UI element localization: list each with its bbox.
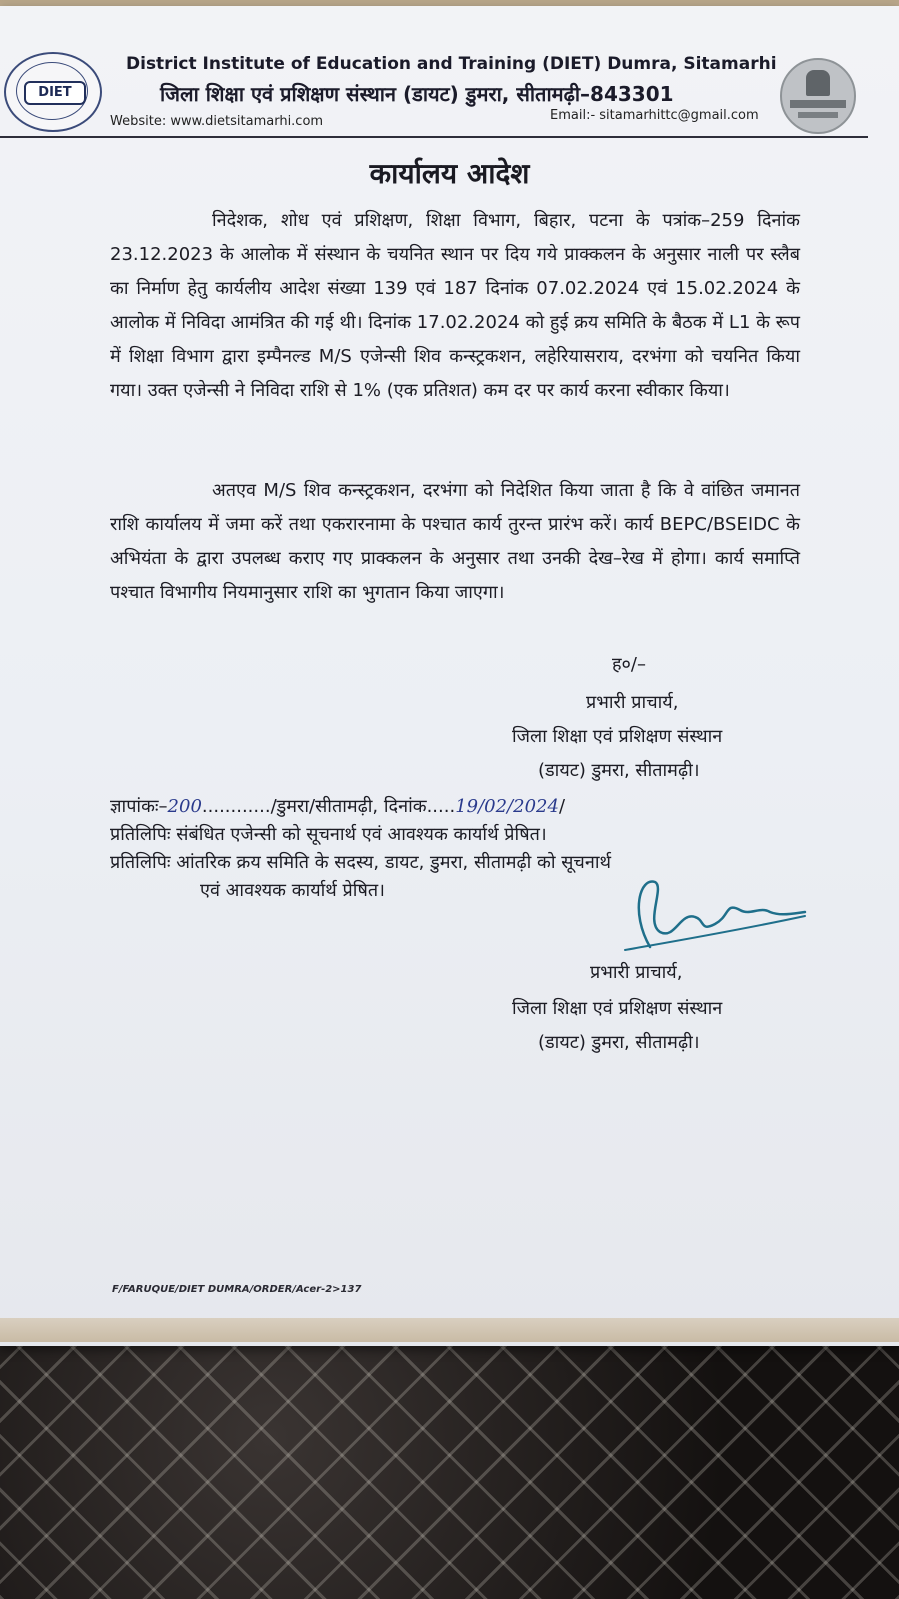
signatory-institute-2: जिला शिक्षा एवं प्रशिक्षण संस्थान [512, 998, 723, 1019]
header-title-english: District Institute of Education and Training (DIET) Dumra, Sitamarhi [126, 54, 777, 74]
header-email: Email:- sitamarhittc@gmail.com [550, 108, 759, 123]
paper-bottom-edge [0, 1318, 899, 1342]
signatory-place: (डायट) डुमरा, सीतामढ़ी। [538, 760, 700, 781]
tablecloth-background [0, 1330, 899, 1599]
document-title: कार्यालय आदेश [369, 157, 530, 190]
footer-reference: F/FARUQUE/DIET DUMRA/ORDER/Acer-2>137 [112, 1284, 362, 1295]
memo-line [110, 794, 565, 818]
memo-suffix: / [558, 796, 566, 817]
diet-logo [4, 52, 102, 132]
copy-line-2: प्रतिलिपिः आंतरिक क्रय समिति के सदस्य, डायट, डुमरा, सीतामढ़ी को सूचनार्थ [110, 852, 611, 873]
copy-line-3: एवं आवश्यक कार्यार्थ प्रेषित। [200, 880, 385, 901]
header-title-hindi: जिला शिक्षा एवं प्रशिक्षण संस्थान (डायट) डुमरा, सीतामढ़ी–843301 [160, 82, 674, 106]
signatory-institute: जिला शिक्षा एवं प्रशिक्षण संस्थान [512, 726, 723, 747]
signatory-designation-2: प्रभारी प्राचार्य, [590, 962, 683, 983]
memo-middle: ............/डुमरा/सीतामढ़ी, दिनांक..... [201, 796, 456, 817]
memo-prefix: ज्ञापांकः– [110, 796, 168, 817]
diet-logo-text: DIET [24, 81, 86, 105]
memo-date: 19/02/2024 [455, 796, 559, 817]
signatory-designation: प्रभारी प्राचार्य, [586, 692, 679, 713]
header-divider [0, 136, 868, 138]
header-website: Website: www.dietsitamarhi.com [110, 114, 324, 129]
education-department-emblem-icon [780, 58, 856, 134]
handwritten-signature [620, 872, 810, 962]
copy-line-1: प्रतिलिपिः संबंधित एजेन्सी को सूचनार्थ एवं आवश्यक कार्यार्थ प्रेषित। [110, 824, 547, 845]
signatory-place-2: (डायट) डुमरा, सीतामढ़ी। [538, 1032, 700, 1053]
signed-mark: ह०/– [612, 654, 646, 675]
paragraph-2: अतएव M/S शिव कन्स्ट्रकशन, दरभंगा को निदेशित किया जाता है कि वे वांछित जमानत राशि कार्यालय में जमा करें तथा एकरारनामा के पश्चात कार्य तुरन्त प्रारंभ करें। कार्य BEPC/BSEIDC के अभियंता के द्वारा उपलब्ध कराए गए प्राक्कलन के अनुसार तथा उनकी देख–रेख में होगा। कार्य समाप्ति पश्चात विभागीय नियमानुसार राशि का भुगतान किया जाएगा। [110, 480, 800, 603]
paragraph-1: निदेशक, शोध एवं प्रशिक्षण, शिक्षा विभाग, बिहार, पटना के पत्रांक–259 दिनांक 23.12.2023 के आलोक में संस्थान के चयनित स्थान पर दिय गये प्राक्कलन के अनुसार नाली पर स्लैब का निर्माण हेतु कार्यलीय आदेश संख्या 139 एवं 187 दिनांक 07.02.2024 एवं 15.02.2024 के आलोक में निविदा आमंत्रित की गई थी। दिनांक 17.02.2024 को हुई क्रय समिति के बैठक में L1 के रूप में शिक्षा विभाग द्वारा इम्पैनल्ड M/S एजेन्सी शिव कन्स्ट्रकशन, लहेरियासराय, दरभंगा को चयनित किया गया। उक्त एजेन्सी ने निविदा राशि से 1% (एक प्रतिशत) कम दर पर कार्य करना स्वीकार किया। [110, 210, 800, 401]
memo-number: 200 [167, 796, 202, 817]
